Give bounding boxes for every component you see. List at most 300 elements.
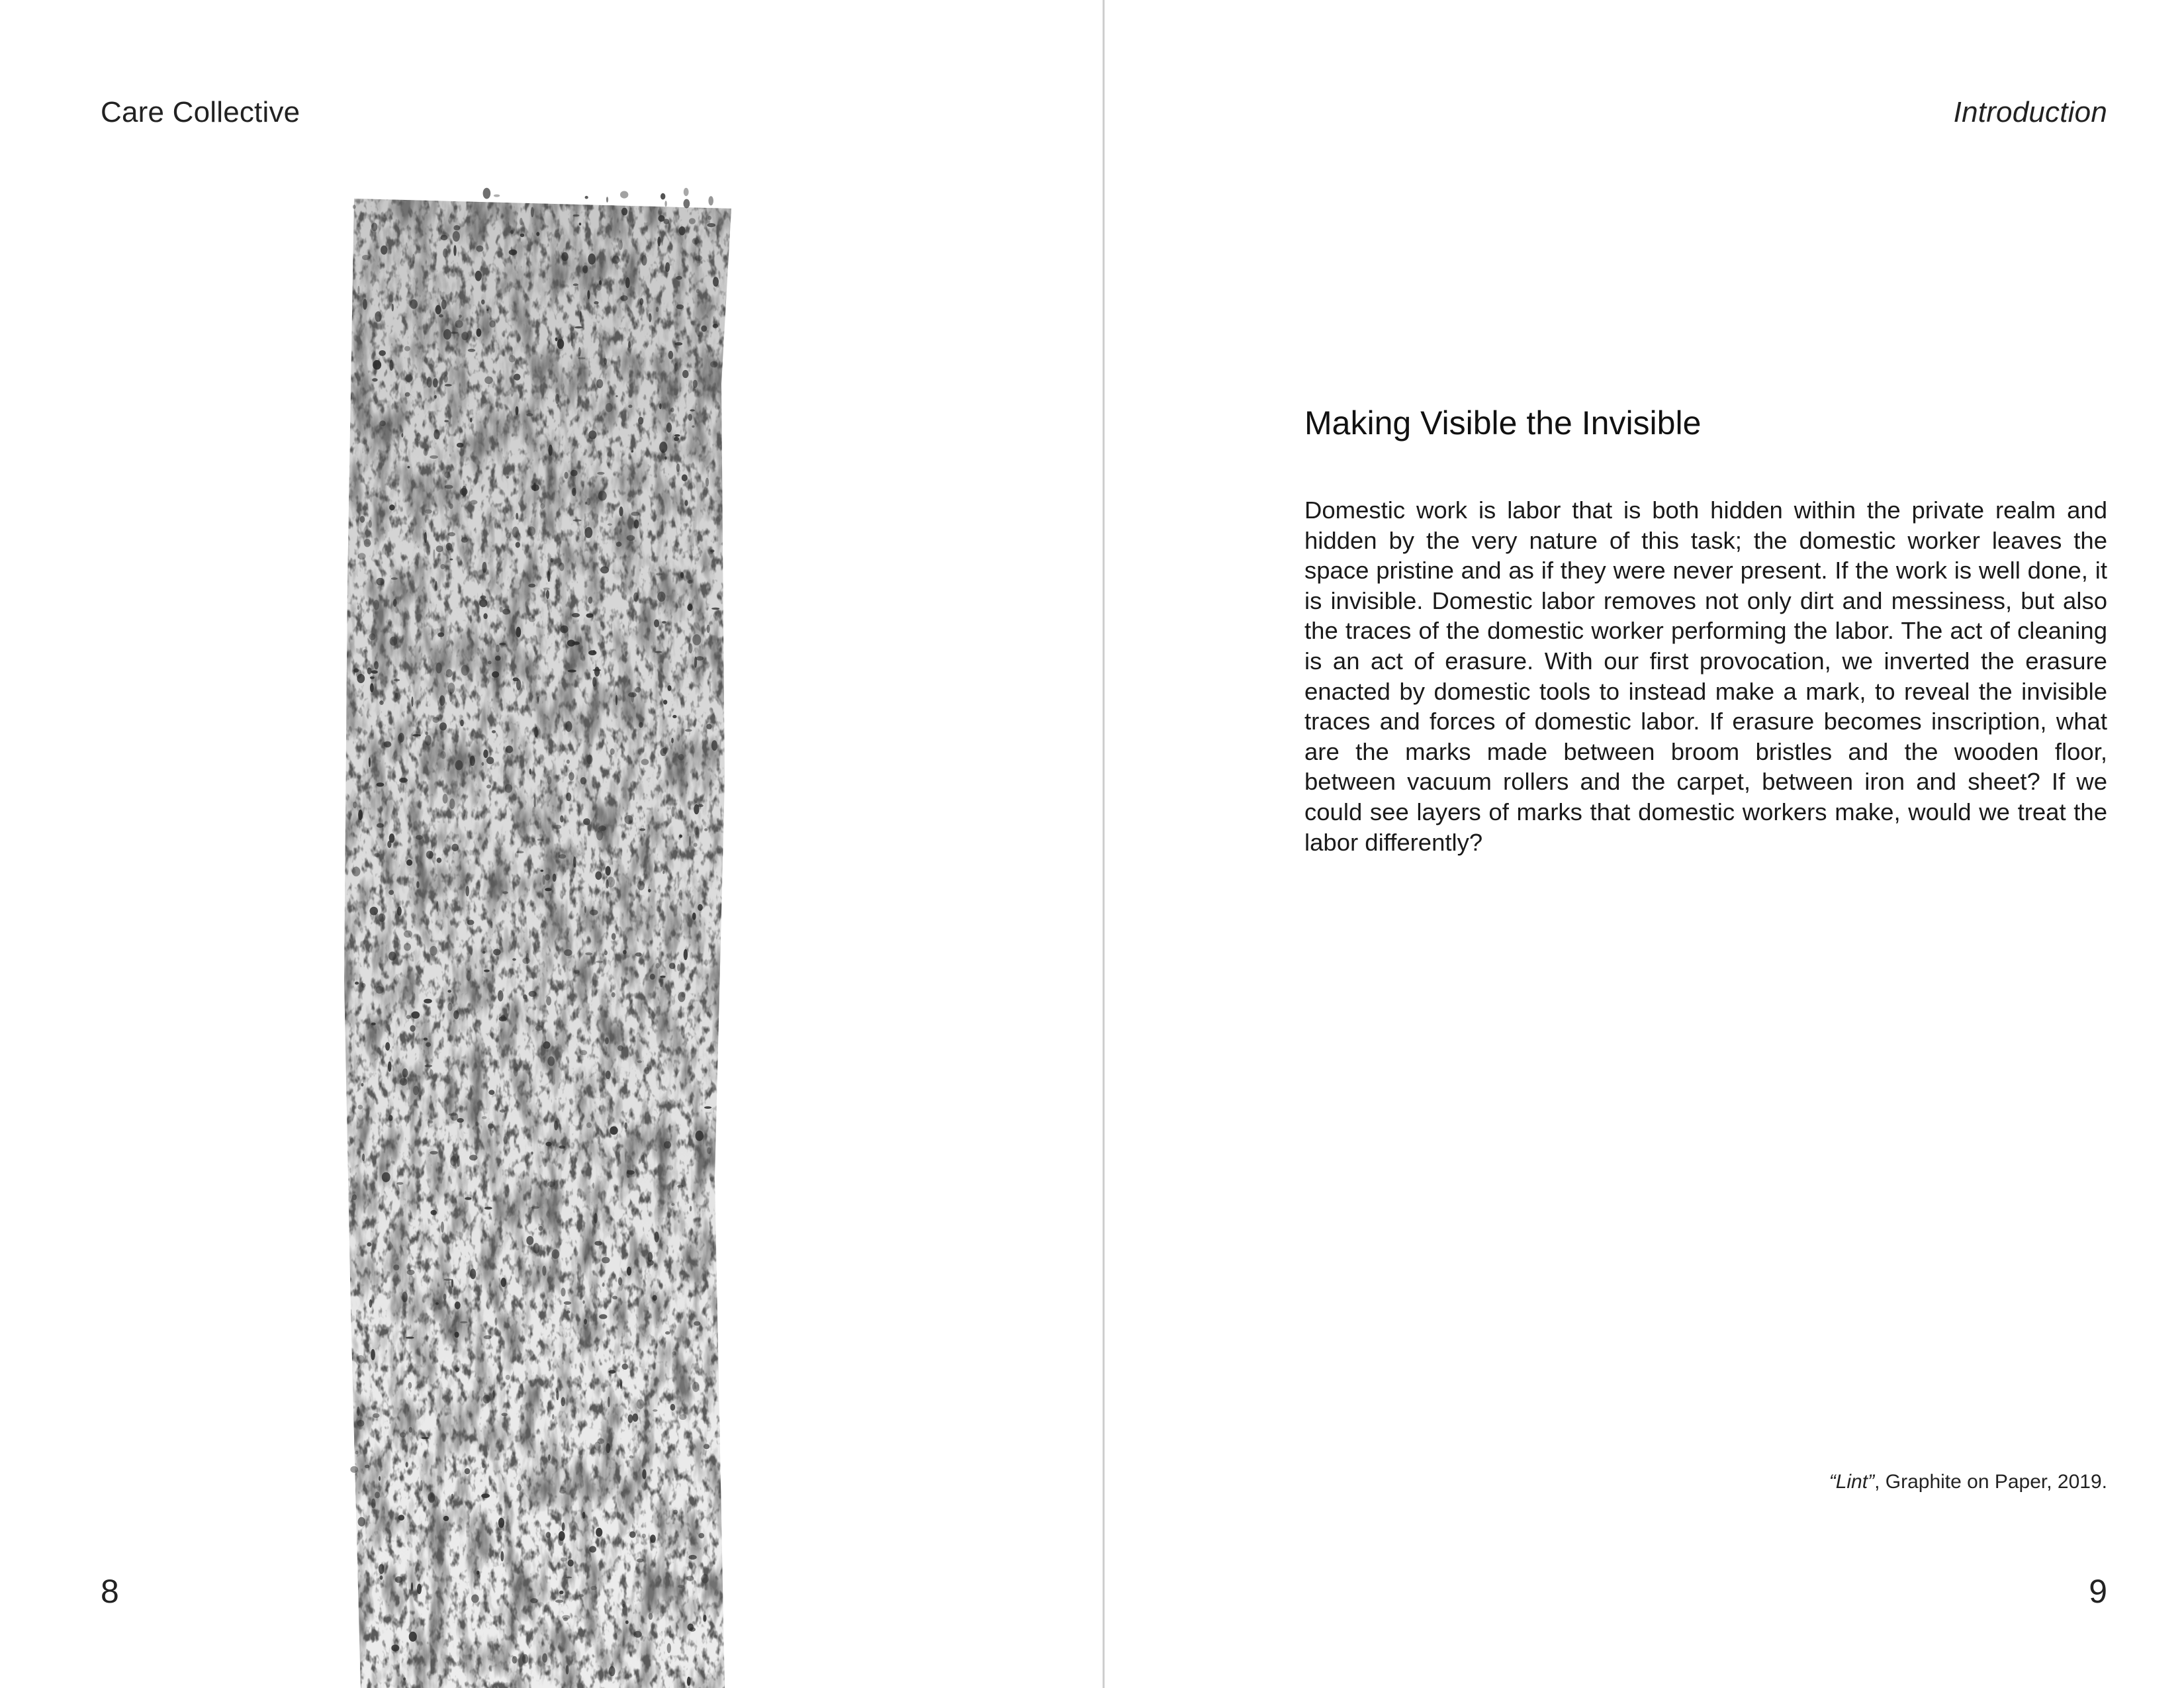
graphite-speck xyxy=(629,1531,636,1538)
graphite-speck xyxy=(481,1493,490,1498)
graphite-speck xyxy=(555,394,559,404)
graphite-speck xyxy=(389,359,393,371)
graphite-speck xyxy=(446,543,453,551)
graphite-speck xyxy=(713,277,719,287)
graphite-speck xyxy=(522,1654,528,1664)
graphite-speck xyxy=(513,677,519,681)
graphite-speck xyxy=(556,1391,559,1401)
graphite-speck xyxy=(641,1154,645,1163)
graphite-speck xyxy=(623,950,627,954)
graphite-speck xyxy=(408,1382,412,1389)
graphite-speck xyxy=(604,358,607,365)
graphite-speck xyxy=(578,347,581,356)
graphite-speck xyxy=(625,651,627,657)
graphite-speck xyxy=(399,778,408,783)
graphite-speck xyxy=(357,1407,359,1416)
graphite-speck xyxy=(625,815,633,824)
graphite-speck xyxy=(371,1349,375,1360)
graphite-speck xyxy=(411,1011,420,1019)
graphite-speck xyxy=(483,1395,490,1403)
graphite-speck xyxy=(584,527,592,538)
graphite-speck xyxy=(441,299,447,309)
graphite-speck xyxy=(547,1182,555,1188)
graphite-speck xyxy=(678,992,685,1002)
graphite-speck xyxy=(606,866,611,876)
caption-title: “Lint” xyxy=(1829,1471,1875,1493)
graphite-speck xyxy=(598,825,606,831)
graphite-speck xyxy=(559,563,565,571)
graphite-speck xyxy=(500,607,503,613)
graphite-speck xyxy=(373,360,381,370)
graphite-speck xyxy=(698,335,700,337)
graphite-speck xyxy=(618,240,623,250)
graphite-speck xyxy=(455,760,463,770)
graphite-speck xyxy=(671,1203,674,1205)
graphite-speck xyxy=(694,657,697,668)
graphite-speck xyxy=(443,248,448,258)
graphite-speck xyxy=(594,301,598,305)
graphite-speck xyxy=(547,571,550,582)
graphite-speck xyxy=(430,1069,433,1076)
graphite-speck xyxy=(622,1604,625,1608)
graphite-speck xyxy=(502,891,508,894)
graphite-speck xyxy=(484,1207,492,1209)
graphite-speck xyxy=(585,953,592,955)
graphite-speck xyxy=(546,590,549,599)
graphite-speck xyxy=(520,234,524,238)
graphite-speck xyxy=(403,1677,406,1681)
graphite-speck xyxy=(694,843,698,847)
graphite-speck xyxy=(369,757,371,767)
graphite-speck xyxy=(696,656,704,661)
graphite-speck xyxy=(710,549,715,552)
graphite-speck xyxy=(625,1620,629,1624)
graphite-speck xyxy=(653,1295,657,1301)
graphite-speck xyxy=(594,1241,602,1246)
graphite-speck xyxy=(606,1070,611,1079)
graphite-speck xyxy=(460,488,467,496)
graphite-speck xyxy=(516,851,523,854)
graphite-speck xyxy=(430,1151,437,1154)
graphite-speck xyxy=(379,1564,385,1574)
graphite-speck xyxy=(615,695,617,706)
graphite-speck xyxy=(561,1288,565,1296)
graphite-speck xyxy=(713,324,718,328)
graphite-speck xyxy=(527,526,535,536)
graphite-speck xyxy=(559,1591,563,1595)
graphite-speck xyxy=(465,886,469,896)
graphite-speck xyxy=(409,1632,417,1642)
graphite-speck xyxy=(672,715,676,718)
graphite-speck xyxy=(690,409,694,411)
graphite-speck xyxy=(388,952,396,961)
graphite-speck xyxy=(573,519,582,521)
graphite-speck xyxy=(409,1427,412,1433)
graphite-speck xyxy=(631,512,640,516)
graphite-speck xyxy=(690,1206,692,1212)
graphite-speck xyxy=(371,1499,376,1509)
graphite-speck xyxy=(424,532,427,543)
graphite-speck xyxy=(542,1654,547,1663)
graphite-speck xyxy=(574,326,583,328)
graphite-speck xyxy=(664,456,667,459)
graphite-speck xyxy=(692,913,696,920)
graphite-speck xyxy=(649,313,652,322)
graphite-speck xyxy=(595,871,602,880)
graphite-speck xyxy=(596,379,603,389)
graphite-speck xyxy=(600,566,609,573)
graphite-speck xyxy=(455,320,463,328)
graphite-speck xyxy=(369,520,372,528)
graphite-speck xyxy=(495,1317,498,1325)
graphite-speck xyxy=(373,600,379,610)
graphite-speck xyxy=(412,734,421,737)
graphite-speck xyxy=(674,437,679,442)
graphite-speck xyxy=(567,759,570,763)
graphite-speck xyxy=(696,1131,704,1141)
graphite-speck xyxy=(400,1078,408,1086)
graphite-speck xyxy=(531,207,534,217)
graphite-speck xyxy=(637,1558,644,1562)
graphite-speck xyxy=(449,504,453,509)
graphite-speck xyxy=(627,1266,631,1276)
graphite-speck xyxy=(361,1083,364,1086)
graphite-speck xyxy=(514,1066,518,1076)
graphite-speck xyxy=(448,532,455,536)
graphite-speck xyxy=(435,305,441,314)
graphite-speck xyxy=(688,1555,696,1560)
graphite-speck xyxy=(659,977,663,988)
graphite-speck xyxy=(457,1118,464,1123)
graphite-speck xyxy=(393,1264,399,1270)
graphite-speck xyxy=(434,395,437,399)
graphite-speck xyxy=(540,503,545,509)
graphite-speck xyxy=(660,193,665,200)
graphite-speck xyxy=(367,667,372,675)
graphite-speck xyxy=(655,1346,657,1349)
graphite-speck xyxy=(561,1558,567,1562)
graphite-speck xyxy=(451,1494,454,1500)
graphite-speck xyxy=(488,1090,494,1095)
graphite-speck xyxy=(475,1121,478,1126)
graphite-speck xyxy=(566,1577,572,1579)
graphite-speck xyxy=(509,355,516,362)
graphite-speck xyxy=(622,1364,629,1370)
graphite-speck xyxy=(430,455,438,459)
graphite-speck xyxy=(501,1015,506,1021)
graphite-speck xyxy=(555,338,558,342)
graphite-speck xyxy=(547,776,552,785)
graphite-speck xyxy=(411,1582,413,1591)
graphite-speck xyxy=(370,683,374,692)
graphite-speck xyxy=(407,1270,415,1275)
graphite-speck xyxy=(694,804,699,814)
graphite-speck xyxy=(391,577,398,580)
graphite-speck xyxy=(702,1574,709,1583)
graphite-speck xyxy=(526,1236,533,1245)
graphite-speck xyxy=(592,1182,594,1188)
graphite-speck xyxy=(453,225,460,230)
graphite-speck xyxy=(560,626,568,633)
graphite-speck xyxy=(395,692,398,699)
graphite-speck xyxy=(441,1221,444,1233)
graphite-speck xyxy=(637,881,645,890)
graphite-speck xyxy=(580,1050,587,1055)
graphite-speck xyxy=(534,727,538,737)
graphite-speck xyxy=(582,1300,584,1303)
graphite-speck xyxy=(620,1380,622,1389)
graphite-speck xyxy=(660,976,666,978)
graphite-speck xyxy=(529,991,537,997)
graphite-speck xyxy=(431,1210,437,1215)
graphite-speck xyxy=(486,784,491,788)
graphite-speck xyxy=(449,692,453,702)
graphite-speck xyxy=(588,254,596,265)
graphite-speck xyxy=(531,1152,533,1154)
graphite-speck xyxy=(357,286,359,295)
graphite-speck xyxy=(562,1615,570,1620)
graphite-speck xyxy=(380,420,386,426)
graphite-speck xyxy=(639,722,643,728)
graphite-speck xyxy=(589,1546,596,1552)
graphite-speck xyxy=(666,422,672,432)
graphite-speck xyxy=(443,375,448,383)
graphite-speck xyxy=(615,395,617,397)
graphite-speck xyxy=(492,1390,494,1397)
graphite-speck xyxy=(400,1432,406,1438)
graphite-speck xyxy=(685,729,692,731)
graphite-speck xyxy=(583,818,590,825)
graphite-speck xyxy=(587,290,590,299)
graphite-speck xyxy=(648,889,651,893)
graphite-speck xyxy=(668,351,674,359)
right-page xyxy=(1105,0,2184,1688)
graphite-speck xyxy=(439,314,443,318)
graphite-speck xyxy=(363,649,367,653)
graphite-speck xyxy=(698,1533,704,1538)
graphite-speck xyxy=(461,665,469,675)
graphite-speck xyxy=(585,502,587,505)
graphite-speck xyxy=(566,1665,569,1674)
graphite-speck xyxy=(629,1456,633,1459)
graphite-speck xyxy=(422,1437,430,1439)
graphite-speck xyxy=(560,816,563,823)
graphite-speck xyxy=(684,199,690,209)
graphite-speck xyxy=(631,692,634,703)
graphite-speck xyxy=(490,921,492,929)
graphite-speck xyxy=(526,413,533,416)
graphite-speck xyxy=(562,1523,565,1531)
graphite-speck xyxy=(435,581,437,591)
graphite-speck xyxy=(419,1095,421,1100)
graphite-speck xyxy=(561,252,568,261)
graphite-speck xyxy=(566,792,571,801)
graphite-speck xyxy=(680,572,684,578)
graphite-speck xyxy=(501,1278,506,1287)
graphite-speck xyxy=(475,271,482,281)
graphite-speck xyxy=(535,1025,543,1031)
graphite-speck xyxy=(679,890,682,900)
graphite-speck xyxy=(433,549,435,560)
graphite-speck xyxy=(637,1399,645,1409)
graphite-speck xyxy=(371,222,377,231)
graphite-speck xyxy=(451,1279,454,1288)
graphite-speck xyxy=(502,1413,508,1416)
graphite-speck xyxy=(509,250,518,256)
graphite-speck xyxy=(612,992,615,998)
graphite-speck xyxy=(617,1045,623,1051)
graphite-speck xyxy=(621,208,627,216)
graphite-speck xyxy=(391,1644,399,1651)
graphite-speck xyxy=(628,404,632,408)
graphite-speck xyxy=(470,756,475,767)
graphite-speck xyxy=(471,1595,479,1603)
graphite-speck xyxy=(512,527,519,538)
graphite-speck xyxy=(542,1266,546,1276)
graphite-speck xyxy=(424,999,432,1004)
graphite-speck xyxy=(645,1067,650,1074)
graphite-speck xyxy=(546,996,551,1006)
graphite-speck xyxy=(596,961,603,963)
graphite-speck xyxy=(555,1600,563,1603)
graphite-speck xyxy=(588,430,596,439)
graphite-speck xyxy=(404,346,410,352)
graphite-speck xyxy=(552,1249,560,1258)
graphite-speck xyxy=(460,720,464,726)
graphite-speck xyxy=(377,782,385,786)
graphite-speck xyxy=(633,1413,639,1422)
graphite-speck xyxy=(568,670,576,673)
graphite-speck xyxy=(559,1490,566,1494)
graphite-speck xyxy=(353,802,357,808)
graphite-speck xyxy=(357,674,365,683)
graphite-speck xyxy=(352,1194,357,1200)
graphite-speck xyxy=(401,433,403,438)
graphite-speck xyxy=(449,559,453,561)
graphite-speck xyxy=(443,1516,449,1521)
graphite-speck xyxy=(373,1413,380,1418)
graphite-speck xyxy=(425,1064,433,1067)
graphite-speck xyxy=(657,236,660,246)
graphite-speck xyxy=(656,306,659,312)
graphite-speck xyxy=(375,311,381,322)
graphite-speck xyxy=(568,1560,574,1567)
graphite-speck xyxy=(688,414,692,421)
graphite-speck xyxy=(694,240,697,246)
graphite-speck xyxy=(361,983,366,988)
graphite-speck xyxy=(362,255,370,260)
graphite-speck xyxy=(426,731,428,735)
graphite-speck xyxy=(457,443,464,447)
graphite-speck xyxy=(628,341,631,348)
graphite-speck xyxy=(455,1332,459,1338)
graphite-speck xyxy=(599,280,602,285)
graphite-speck xyxy=(573,214,580,216)
graphite-speck xyxy=(443,1293,447,1299)
graphite-speck xyxy=(428,1121,433,1124)
graphite-speck xyxy=(529,616,536,622)
graphite-speck xyxy=(506,532,511,538)
graphite-speck xyxy=(482,1116,486,1119)
graphite-speck xyxy=(612,933,616,940)
graphite-speck xyxy=(494,195,500,197)
graphite-speck xyxy=(604,951,608,955)
graphite-speck xyxy=(606,197,608,203)
graphite-speck xyxy=(655,1232,659,1243)
graphite-speck xyxy=(565,721,572,731)
graphite-speck xyxy=(357,1105,363,1109)
graphite-speck xyxy=(693,380,698,388)
graphite-speck xyxy=(641,759,649,765)
graphite-speck xyxy=(436,663,442,674)
graphite-speck xyxy=(369,1299,373,1308)
graphite-speck xyxy=(389,504,395,510)
graphite-speck xyxy=(357,605,359,610)
graphite-speck xyxy=(358,810,363,820)
graphite-speck xyxy=(579,1594,584,1597)
graphite-speck xyxy=(620,191,628,199)
graphite-speck xyxy=(689,836,691,847)
graphite-speck xyxy=(439,695,445,706)
graphite-speck xyxy=(579,222,582,225)
graphite-speck xyxy=(374,661,379,670)
graphite-lint-artwork xyxy=(334,185,771,1688)
graphite-speck xyxy=(498,990,504,1002)
graphite-speck xyxy=(533,1243,540,1254)
graphite-speck xyxy=(440,751,445,759)
graphite-speck xyxy=(484,1335,492,1339)
graphite-speck xyxy=(596,1528,602,1537)
graphite-speck xyxy=(394,679,400,682)
graphite-speck xyxy=(506,476,509,479)
graphite-speck xyxy=(625,1122,627,1129)
graphite-speck xyxy=(582,265,588,273)
graphite-speck xyxy=(620,295,627,301)
graphite-speck xyxy=(357,1420,364,1427)
graphite-speck xyxy=(689,218,696,224)
graphite-speck xyxy=(598,1136,600,1145)
graphite-speck xyxy=(504,1136,508,1144)
graphite-speck xyxy=(592,677,596,687)
graphite-speck xyxy=(448,682,455,694)
graphite-speck xyxy=(463,809,466,816)
graphite-speck xyxy=(704,828,707,831)
graphite-speck xyxy=(506,1375,510,1380)
graphite-speck xyxy=(523,994,527,999)
graphite-speck xyxy=(471,500,478,504)
graphite-speck xyxy=(516,513,518,520)
graphite-speck xyxy=(679,1414,686,1420)
graphite-speck xyxy=(679,226,686,236)
graphite-speck xyxy=(416,881,419,888)
graphite-speck xyxy=(506,745,513,753)
graphite-speck xyxy=(660,748,666,756)
graphite-speck xyxy=(688,580,693,584)
graphite-speck xyxy=(482,951,486,953)
graphite-speck xyxy=(488,1123,494,1129)
graphite-speck xyxy=(484,377,493,385)
graphite-speck xyxy=(516,406,519,416)
graphite-speck xyxy=(543,588,550,590)
graphite-speck xyxy=(692,1382,700,1392)
graphite-speck xyxy=(710,361,718,368)
graphite-speck xyxy=(625,277,630,288)
graphite-speck xyxy=(459,314,462,318)
graphite-speck xyxy=(493,949,501,955)
graphite-speck xyxy=(549,445,553,456)
graphite-speck xyxy=(696,289,700,293)
graphite-speck xyxy=(355,982,359,985)
